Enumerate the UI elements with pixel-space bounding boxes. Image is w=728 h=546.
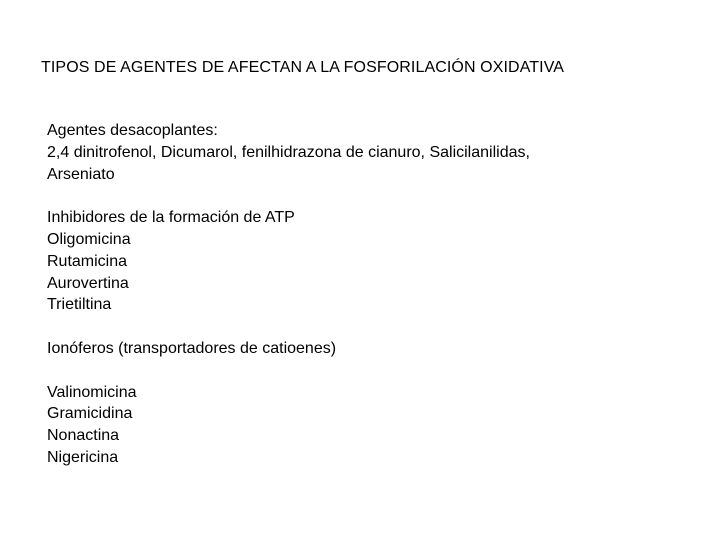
ionophore-item: Nonactina xyxy=(47,427,120,445)
slide-title: TIPOS DE AGENTES DE AFECTAN A LA FOSFORILACIÓN OXIDATIVA xyxy=(41,59,565,76)
blank-line xyxy=(47,185,687,207)
ionophore-item: Gramicidina xyxy=(47,405,133,423)
uncouplers-list-line-2: Arseniato xyxy=(47,165,115,183)
uncouplers-heading: Agentes desacoplantes: xyxy=(47,122,218,139)
atp-inhibitor-item: Oligomicina xyxy=(47,230,131,248)
slide-body xyxy=(47,120,687,469)
uncouplers-list-line-1: 2,4 dinitrofenol, Dicumarol, fenilhidrazona de cianuro, Salicilanilidas, xyxy=(47,143,530,161)
blank-line xyxy=(47,316,687,338)
atp-inhibitor-item: Trietiltina xyxy=(47,296,112,314)
ionophore-item: Nigericina xyxy=(47,448,119,466)
atp-inhibitor-item: Aurovertina xyxy=(47,274,129,292)
blank-line xyxy=(47,360,687,382)
ionophores-heading: Ionóferos (transportadores de catioenes) xyxy=(47,339,337,357)
atp-inhibitor-item: Rutamicina xyxy=(47,252,128,270)
ionophore-item: Valinomicina xyxy=(47,383,137,401)
atp-inhibitors-heading: Inhibidores de la formación de ATP xyxy=(47,209,295,227)
